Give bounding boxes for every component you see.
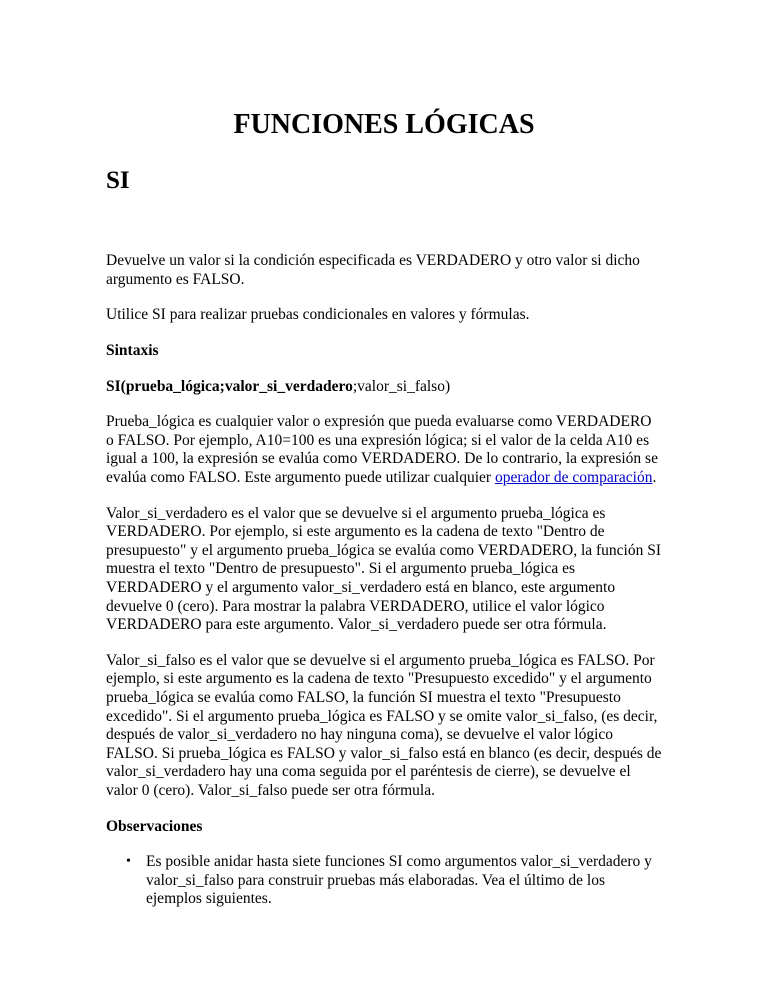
prueba-logica-text-end: . (652, 469, 657, 487)
syntax-bold-part: SI(prueba_lógica;valor_si_verdadero (106, 377, 353, 395)
paragraph-intro-2: Utilice SI para realizar pruebas condicionales en valores y fórmulas. (106, 306, 530, 324)
syntax-regular-part: ;valor_si_falso) (352, 377, 451, 395)
paragraph-intro-1: Devuelve un valor si la condición especificada es VERDADERO y otro valor si dicho argumento es FALSO. (106, 252, 640, 288)
syntax-line (106, 378, 662, 397)
observaciones-heading: Observaciones (106, 817, 203, 835)
section-heading-si: SI (106, 166, 130, 194)
observaciones-list (106, 853, 662, 909)
paragraph-prueba-logica (106, 413, 662, 487)
comparison-operator-link[interactable]: operador de comparación (494, 469, 653, 487)
observacion-item-text: Es posible anidar hasta siete funciones SI como argumentos valor_si_verdadero y valor_si_falso para construir pruebas más elaboradas. Vea el último de los ejemplos siguientes. (146, 853, 652, 908)
sintaxis-heading: Sintaxis (106, 342, 159, 360)
paragraph-valor-si-falso: Valor_si_falso es el valor que se devuelve si el argumento prueba_lógica es FALSO. Por ejemplo, si este argumento es la cadena de texto "Presupuesto excedido" y el argumento prueba_lógica se evalúa como FALSO, la función SI muestra el texto "Presupuesto excedido". Si el argumento prueba_lógica es FALSO y se omite valor_si_falso, (es decir, después de valor_si_verdadero no hay ninguna coma), se devuelve el valor lógico FALSO. Si prueba_lógica es FALSO y valor_si_falso está en blanco (es decir, después de valor_si_verdadero hay una coma seguida por el paréntesis de cierre), se devuelve el valor 0 (cero). Valor_si_falso puede ser otra fórmula. (106, 651, 662, 799)
document-title: FUNCIONES LÓGICAS (233, 109, 535, 140)
bullet-marker-icon: • (126, 854, 131, 870)
paragraph-valor-si-verdadero: Valor_si_verdadero es el valor que se devuelve si el argumento prueba_lógica es VERDADERO. Por ejemplo, si este argumento es la cadena de texto "Dentro de presupuesto" y el argumento prueba_lógica se evalúa como VERDADERO, la función SI muestra el texto "Dentro de presupuesto". Si el argumento prueba_lógica es VERDADERO y el argumento valor_si_verdadero está en blanco, este argumento devuelve 0 (cero). Para mostrar la palabra VERDADERO, utilice el valor lógico VERDADERO para este argumento. Valor_si_verdadero puede ser otra fórmula. (106, 504, 662, 634)
prueba-logica-text: Prueba_lógica es cualquier valor o expresión que pueda evaluarse como VERDADERO o FALSO. Por ejemplo, A10=100 es una expresión lógica; si el valor de la celda A10 es igual a 100, la expresión se evalúa como VERDADERO. De lo contrario, la expresión se evalúa como FALSO. Este argumento puede utilizar cualquier (106, 413, 658, 487)
list-item (126, 853, 662, 909)
